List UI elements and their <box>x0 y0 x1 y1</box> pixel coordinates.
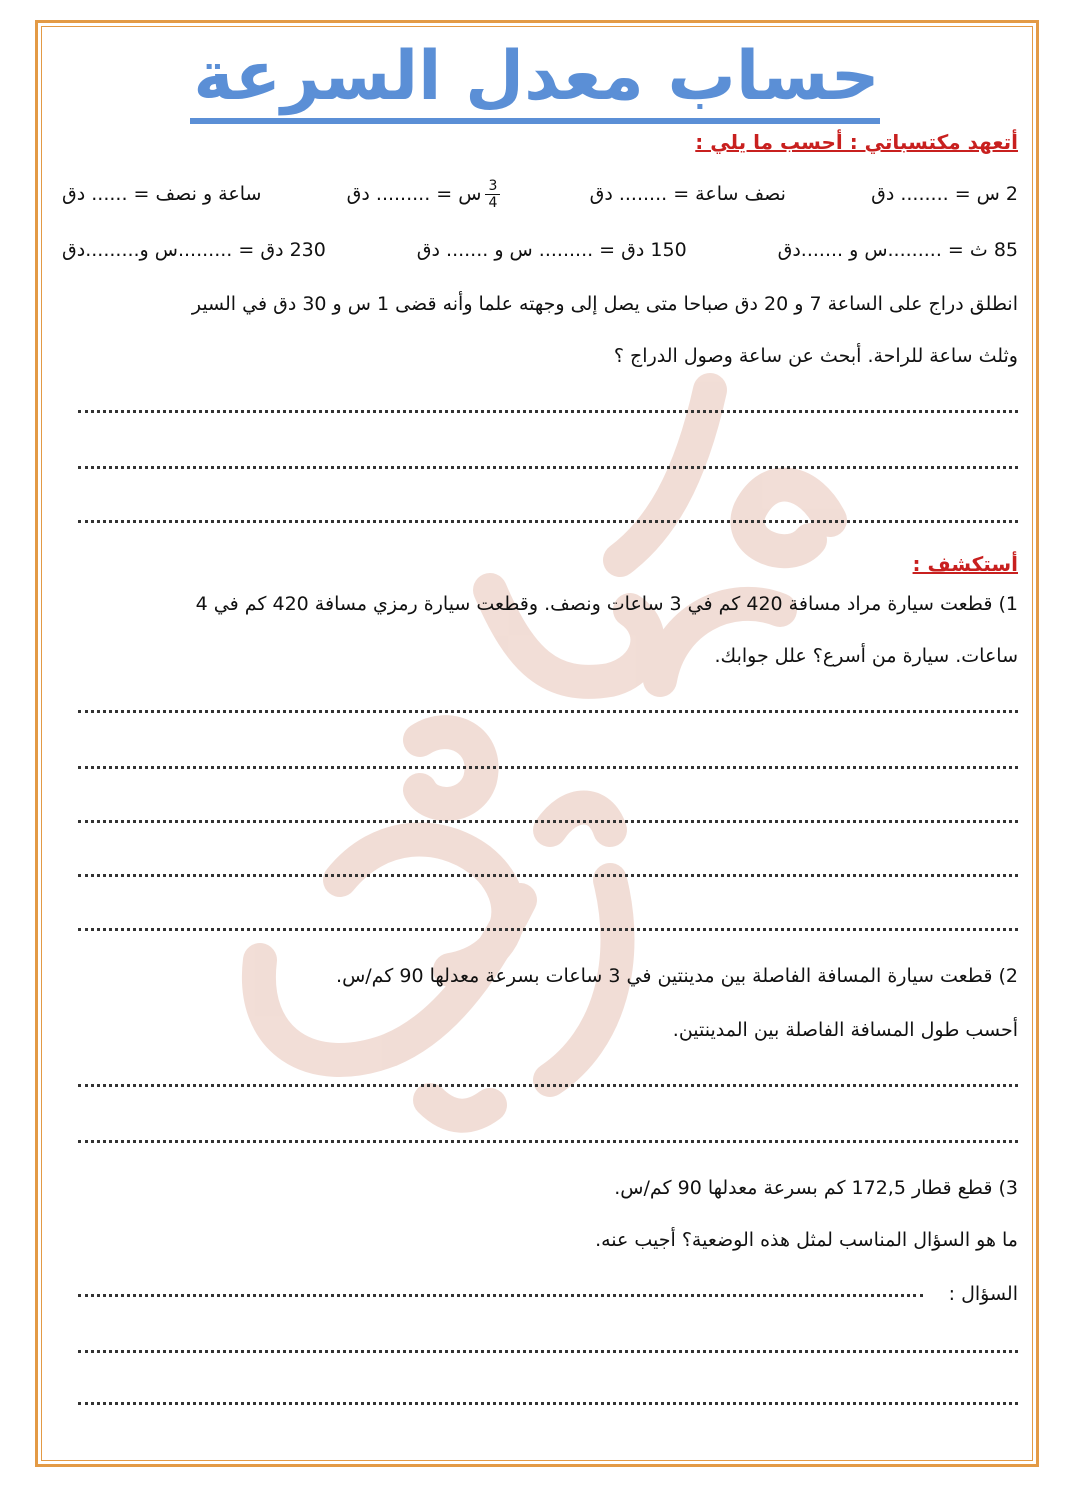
question-answer-line[interactable] <box>78 1290 923 1297</box>
question3-line-1: 3) قطع قطار 172,5 كم بسرعة معدلها 90 كم/س. <box>614 1177 1018 1199</box>
answer-line[interactable] <box>78 870 1018 877</box>
question1-line-2: ساعات. سيارة من أسرع؟ علل جوابك. <box>714 645 1018 667</box>
conversion-line-1 <box>62 178 1018 210</box>
answer-line[interactable] <box>78 462 1018 469</box>
watermark-text: أسماء رجب <box>185 360 190 361</box>
answer-line[interactable] <box>78 1346 1018 1353</box>
section2-heading-row <box>62 548 1018 580</box>
cyclist-problem-line-1: انطلق دراج على الساعة 7 و 20 دق صباحا متى يصل إلى وجهته علما وأنه قضى 1 س و 30 دق في السير <box>191 293 1018 315</box>
answer-line[interactable] <box>78 1398 1018 1405</box>
question2-line-2: أحسب طول المسافة الفاصلة بين المدينتين. <box>672 1019 1018 1041</box>
conversion-hour-and-half: ساعة و نصف = ...... دق <box>62 183 262 205</box>
question3-label: السؤال : <box>948 1283 1018 1305</box>
section1-heading: أتعهد مكتسباتي : أحسب ما يلي : <box>695 130 1018 154</box>
cyclist-problem-line-2: وثلث ساعة للراحة. أبحث عن ساعة وصول الدراج ؟ <box>613 345 1018 367</box>
fraction-three-quarters: $\frac{3}{4}$ <box>485 178 500 211</box>
question1-line-1: 1) قطعت سيارة مراد مسافة 420 كم في 3 ساعات ونصف. وقطعت سيارة رمزي مسافة 420 كم في 4 <box>195 593 1018 615</box>
question2-line-1: 2) قطعت سيارة المسافة الفاصلة بين مدينتين في 3 ساعات بسرعة معدلها 90 كم/س. <box>336 965 1018 987</box>
question3-line-2: ما هو السؤال المناسب لمثل هذه الوضعية؟ أجيب عنه. <box>595 1229 1018 1251</box>
answer-line[interactable] <box>78 1080 1018 1087</box>
answer-line[interactable] <box>78 406 1018 413</box>
answer-line[interactable] <box>78 516 1018 523</box>
conversion-three-quarters: $\frac{3}{4}$ س = ......... دق <box>347 178 505 210</box>
page-title: حساب معدل السرعة <box>193 37 880 116</box>
conversion-150min: 150 دق = ......... س و ....... دق <box>416 239 687 261</box>
conversion-85s: 85 ث = .........س و .......دق <box>777 239 1018 261</box>
answer-line[interactable] <box>78 816 1018 823</box>
answer-line[interactable] <box>78 706 1018 713</box>
title-underline <box>190 118 880 124</box>
conversion-2h: 2 س = ........ دق <box>871 183 1018 205</box>
answer-line[interactable] <box>78 924 1018 931</box>
section1-heading-row <box>62 126 1018 158</box>
answer-line[interactable] <box>78 1136 1018 1143</box>
conversion-half-hour: نصف ساعة = ........ دق <box>589 183 786 205</box>
answer-line[interactable] <box>78 762 1018 769</box>
section2-heading: أستكشف : <box>912 552 1018 576</box>
conversion-230min: 230 دق = .........س و.........دق <box>62 239 326 261</box>
conversion-line-2 <box>62 234 1018 266</box>
